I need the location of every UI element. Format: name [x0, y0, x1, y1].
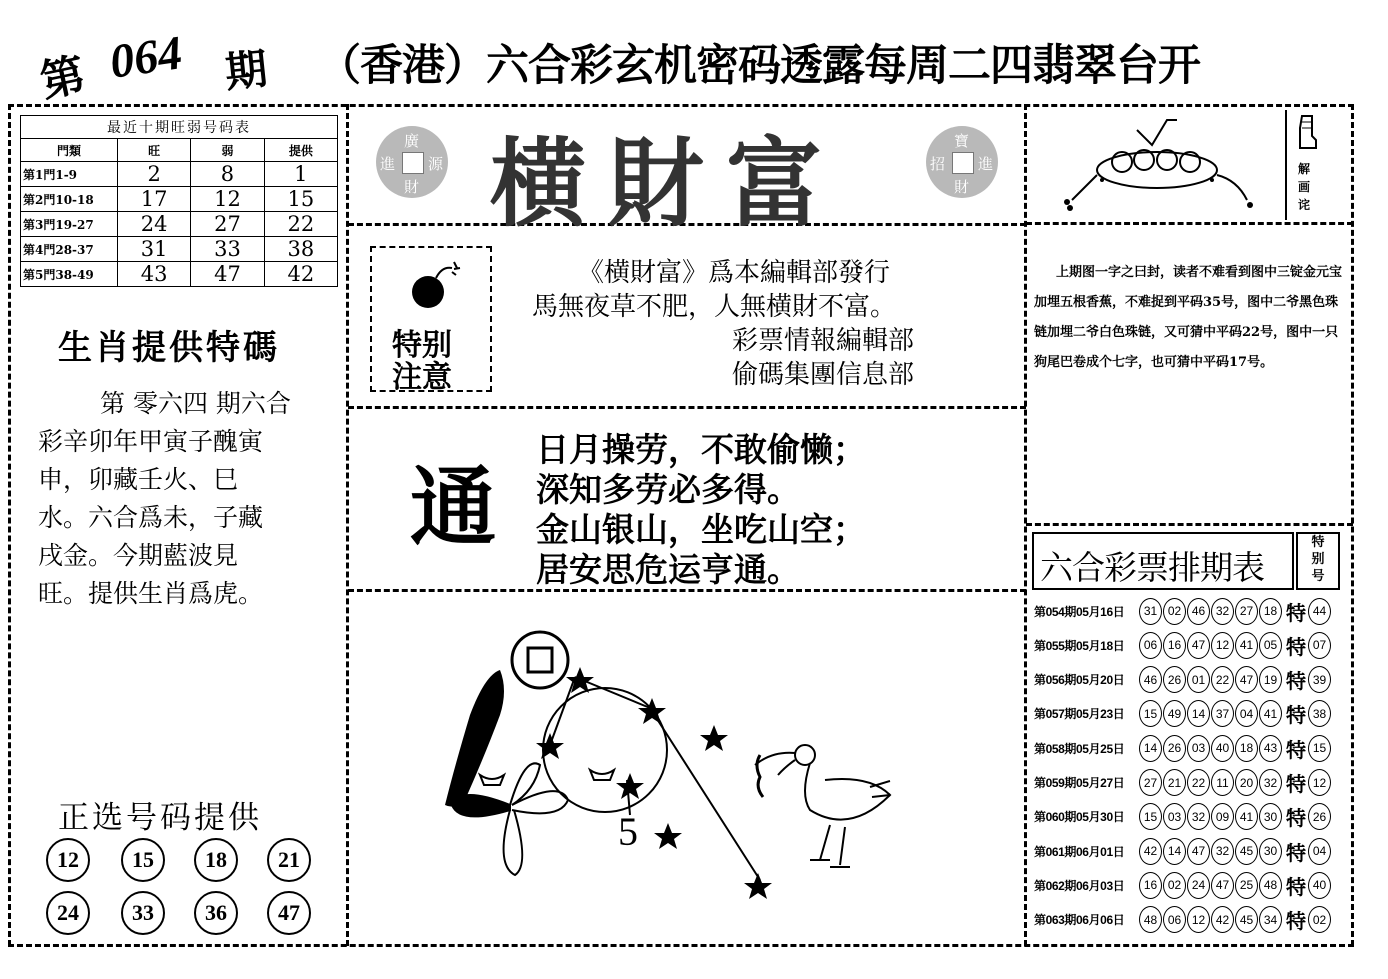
schedule-row	[1034, 904, 1332, 936]
puzzle-illustration	[400, 605, 1000, 935]
coin-char: 財	[954, 178, 970, 196]
poem-line: 深知多劳必多得。	[536, 470, 800, 509]
draw-number: 11	[1211, 769, 1234, 796]
special-number: 26	[1308, 803, 1331, 830]
coin-char: 源	[428, 155, 444, 173]
special-label	[1296, 532, 1340, 590]
table-cell: 22	[264, 212, 337, 237]
draw-number: 47	[1187, 838, 1210, 865]
zodiac-text	[38, 385, 318, 613]
zodiac-line: 彩辛卯年甲寅子醜寅	[38, 427, 264, 456]
draw-number: 32	[1211, 838, 1234, 865]
riddle-text: 上期图一字之曰封，读者不难看到图中三锭金元宝加埋五根香蕉，不难捉到平码35号，图中二爷黑色珠链加埋二爷白色珠链，又可猜中平码22号，图中一只狗尾巴卷成个七字，也可猜中平码17号。	[1034, 265, 1343, 370]
draw-label: 第059期05月27日	[1034, 776, 1125, 790]
row-label: 第1門1-9	[21, 162, 118, 187]
pick-number: 47	[267, 891, 311, 935]
row-label: 第3門19-27	[21, 212, 118, 237]
draw-number: 40	[1211, 735, 1234, 762]
draw-number: 47	[1187, 632, 1210, 659]
schedule-row	[1034, 869, 1332, 901]
draw-number: 12	[1187, 906, 1210, 933]
table-title: 最近十期旺弱号码表	[21, 116, 338, 139]
table-cell: 31	[118, 237, 191, 262]
draw-number: 43	[1259, 735, 1282, 762]
table-row	[21, 262, 338, 287]
zodiac-line: 第 零六四 期六合	[100, 389, 291, 418]
poem-line: 日月操劳，不敢偷懒；	[536, 430, 866, 469]
table-row	[21, 187, 338, 212]
pick-number: 33	[121, 891, 165, 935]
draw-number: 47	[1211, 872, 1234, 899]
coin-char: 進	[978, 155, 994, 173]
draw-number: 09	[1211, 803, 1234, 830]
crane-icon	[755, 745, 890, 867]
schedule-row	[1034, 698, 1332, 730]
star-icon	[536, 667, 772, 899]
row-label: 第5門38-49	[21, 262, 118, 287]
col-header: 提供	[264, 139, 337, 162]
special-prefix: 特	[1286, 669, 1306, 694]
draw-number: 16	[1163, 632, 1186, 659]
draw-number: 48	[1139, 906, 1162, 933]
draw-number: 46	[1187, 598, 1210, 625]
table-cell: 33	[191, 237, 264, 262]
table-cell: 24	[118, 212, 191, 237]
notice-badge	[370, 246, 492, 395]
draw-number: 22	[1187, 769, 1210, 796]
draw-number: 31	[1139, 598, 1162, 625]
draw-label: 第062期06月03日	[1034, 878, 1125, 893]
draw-number: 46	[1139, 666, 1162, 693]
table-cell: 43	[118, 262, 191, 287]
special-prefix: 特	[1286, 874, 1306, 899]
draw-number: 15	[1139, 700, 1162, 727]
draw-number: 15	[1139, 803, 1162, 830]
zodiac-line: 旺。提供生肖爲虎。	[38, 579, 264, 608]
draw-number: 27	[1139, 769, 1162, 796]
special-label-char: 别	[1311, 552, 1325, 567]
poem-text	[536, 430, 866, 590]
masthead-title: 横財富	[490, 127, 844, 240]
schedule-row	[1034, 664, 1332, 696]
side-label-char: 画	[1298, 180, 1311, 194]
pick-number: 36	[194, 891, 238, 935]
side-label-char: 解	[1298, 162, 1311, 176]
draw-number: 26	[1163, 666, 1186, 693]
draw-number: 45	[1235, 838, 1258, 865]
draw-number: 41	[1259, 700, 1282, 727]
row-label: 第2門10-18	[21, 187, 118, 212]
draw-label: 第058期05月25日	[1034, 741, 1125, 756]
special-number: 39	[1308, 666, 1331, 693]
draw-number: 14	[1139, 735, 1162, 762]
schedule-row	[1034, 595, 1332, 627]
hand-pointer-icon	[1296, 114, 1320, 154]
table-cell: 42	[264, 262, 337, 287]
draw-number: 18	[1235, 735, 1258, 762]
draw-number: 20	[1235, 769, 1258, 796]
draw-number: 27	[1235, 598, 1258, 625]
pick-number: 12	[46, 838, 90, 882]
page-title: （香港）六合彩玄机密码透露每周二四翡翠台开	[318, 41, 1200, 91]
draw-number: 32	[1259, 769, 1282, 796]
draw-number: 18	[1259, 598, 1282, 625]
draw-number: 14	[1187, 700, 1210, 727]
table-cell: 27	[191, 212, 264, 237]
draw-number: 25	[1235, 872, 1258, 899]
coin-char: 招	[930, 155, 946, 173]
draw-number: 30	[1259, 838, 1282, 865]
draw-number: 03	[1187, 735, 1210, 762]
side-label	[1298, 160, 1310, 214]
special-prefix: 特	[1286, 909, 1306, 934]
zodiac-heading: 生肖提供特碼	[58, 328, 280, 368]
turtle-icon	[1072, 120, 1247, 200]
draw-number: 22	[1211, 666, 1234, 693]
poem-line: 金山银山，坐吃山空；	[536, 510, 866, 549]
special-number: 15	[1308, 735, 1331, 762]
draw-number: 14	[1163, 838, 1186, 865]
hot-cold-table	[20, 115, 338, 287]
draw-number: 41	[1235, 632, 1258, 659]
pick-number: 18	[194, 838, 238, 882]
col-header: 門類	[21, 139, 118, 162]
draw-number: 26	[1163, 735, 1186, 762]
coin-left-icon	[376, 126, 448, 198]
draw-label: 第056期05月20日	[1034, 673, 1125, 688]
special-prefix: 特	[1286, 600, 1306, 625]
draw-number: 30	[1259, 803, 1282, 830]
notice-line: 偷碼集團信息部	[732, 360, 915, 390]
draw-number: 06	[1139, 632, 1162, 659]
schedule-row	[1034, 801, 1332, 833]
table-cell: 47	[191, 262, 264, 287]
side-label-char: 诧	[1298, 198, 1311, 212]
special-prefix: 特	[1286, 703, 1306, 728]
star-chain	[575, 677, 760, 880]
draw-number: 02	[1163, 872, 1186, 899]
coin-char: 進	[380, 155, 396, 173]
draw-number: 42	[1211, 906, 1234, 933]
table-cell: 12	[191, 187, 264, 212]
draw-number: 47	[1235, 666, 1258, 693]
draw-number: 41	[1235, 803, 1258, 830]
bomb-icon	[404, 256, 474, 316]
picks-heading: 正选号码提供	[58, 800, 262, 836]
issue-number: 064	[106, 26, 186, 89]
special-prefix: 特	[1286, 806, 1306, 831]
table-cell: 15	[264, 187, 337, 212]
draw-number: 24	[1187, 872, 1210, 899]
special-prefix: 特	[1286, 634, 1306, 659]
special-label-char: 号	[1311, 569, 1325, 584]
col-header: 弱	[191, 139, 264, 162]
draw-label: 第061期06月01日	[1034, 844, 1125, 859]
digit-five: 5	[618, 809, 638, 854]
draw-number: 16	[1139, 872, 1162, 899]
special-number: 04	[1308, 838, 1331, 865]
special-number: 07	[1308, 632, 1331, 659]
table-cell: 2	[118, 162, 191, 187]
table-cell: 8	[191, 162, 264, 187]
pick-number: 21	[267, 838, 311, 882]
zodiac-line: 水。六合爲未，子藏	[38, 503, 264, 532]
draw-number: 49	[1163, 700, 1186, 727]
coin-right-icon	[926, 126, 998, 198]
schedule-row	[1034, 629, 1332, 661]
table-row	[21, 212, 338, 237]
row-label: 第4門28-37	[21, 237, 118, 262]
zodiac-line: 戌金。今期藍波見	[38, 541, 239, 570]
draw-number: 32	[1211, 598, 1234, 625]
riddle-picture	[1032, 110, 1282, 220]
poem-line: 居安思危运亨通。	[536, 550, 800, 589]
badge-line: 注意	[392, 360, 452, 395]
draw-label: 第060期05月30日	[1034, 810, 1125, 825]
bead-chain-icon	[1064, 178, 1253, 211]
issue-suffix: 期	[222, 43, 270, 98]
special-number: 38	[1308, 700, 1331, 727]
pick-number: 15	[121, 838, 165, 882]
schedule-row	[1034, 835, 1332, 867]
table-row	[21, 237, 338, 262]
draw-number: 21	[1163, 769, 1186, 796]
schedule-row	[1034, 732, 1332, 764]
special-number: 44	[1308, 598, 1331, 625]
pick-number: 24	[46, 891, 90, 935]
black-leaf-icon	[445, 670, 504, 807]
special-prefix: 特	[1286, 840, 1306, 865]
draw-number: 06	[1163, 906, 1186, 933]
notice-line: 《横財富》爲本編輯部發行	[578, 258, 891, 288]
draw-number: 02	[1163, 598, 1186, 625]
draw-number: 48	[1259, 872, 1282, 899]
table-cell: 17	[118, 187, 191, 212]
draw-number: 45	[1235, 906, 1258, 933]
table-cell: 1	[264, 162, 337, 187]
draw-number: 01	[1187, 666, 1210, 693]
zodiac-line: 申，卯藏壬火、巳	[38, 465, 239, 494]
coin-char: 寶	[954, 132, 970, 150]
coin-char: 廣	[404, 132, 420, 150]
badge-line: 特别	[392, 328, 452, 363]
coin-char: 財	[404, 178, 420, 196]
notice-line: 彩票情報編輯部	[732, 326, 915, 356]
poem-big-char: 通	[410, 458, 496, 558]
col-header: 旺	[118, 139, 191, 162]
schedule-title: 六合彩票排期表	[1040, 548, 1264, 587]
draw-number: 32	[1187, 803, 1210, 830]
draw-label: 第054期05月16日	[1034, 604, 1125, 619]
table-row	[21, 162, 338, 187]
draw-number: 03	[1163, 803, 1186, 830]
draw-number: 04	[1235, 700, 1258, 727]
draw-number: 12	[1211, 632, 1234, 659]
draw-number: 34	[1259, 906, 1282, 933]
draw-number: 05	[1259, 632, 1282, 659]
draw-label: 第055期05月18日	[1034, 638, 1125, 653]
issue-prefix: 第	[36, 48, 90, 108]
special-prefix: 特	[1286, 772, 1306, 796]
draw-number: 37	[1211, 700, 1234, 727]
schedule-row	[1034, 767, 1332, 799]
notice-line: 馬無夜草不肥，人無横財不富。	[532, 292, 897, 322]
draw-label: 第057期05月23日	[1034, 707, 1125, 722]
schedule-title-box	[1032, 532, 1294, 590]
table-cell: 38	[264, 237, 337, 262]
special-number: 02	[1308, 906, 1331, 933]
special-number: 12	[1308, 769, 1331, 796]
draw-label: 第063期06月06日	[1034, 913, 1125, 928]
coin-icon	[512, 632, 568, 688]
special-prefix: 特	[1286, 737, 1306, 762]
draw-number: 42	[1139, 838, 1162, 865]
special-label-char: 特	[1311, 535, 1325, 550]
special-number: 40	[1308, 872, 1331, 899]
draw-number: 19	[1259, 666, 1282, 693]
